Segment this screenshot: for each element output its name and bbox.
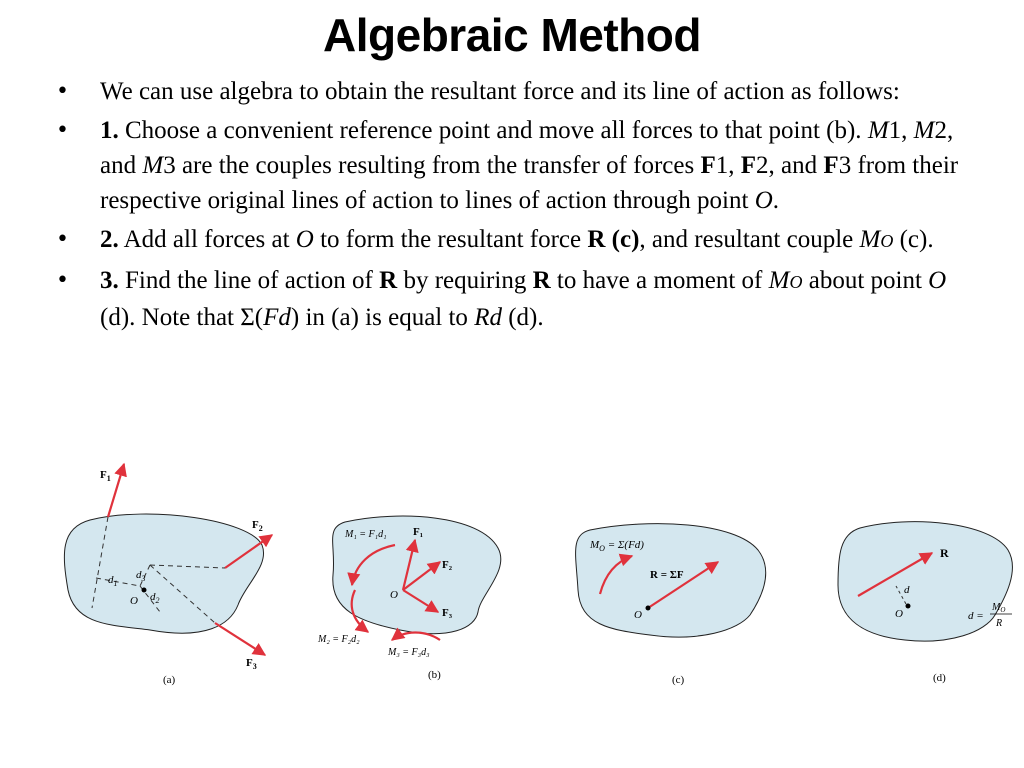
symbol: F <box>740 152 757 179</box>
caption-c: (c) <box>672 674 685 686</box>
step-text: to form the resultant force <box>313 226 588 253</box>
symbol: R <box>379 267 398 294</box>
step-text: 3 are the couples resulting from the transfer of forces <box>163 152 701 179</box>
eq-left-d: d = <box>968 610 984 622</box>
label-F2-b: F₂ <box>442 559 453 571</box>
symbol: F <box>823 152 839 179</box>
bullet-step-2 <box>56 222 976 259</box>
label-M1: M₁ = F₁d₁ <box>345 529 387 540</box>
force-arrow-F1 <box>108 464 124 517</box>
caption-a: (a) <box>163 674 176 686</box>
label-F1-b: F₁ <box>413 526 424 538</box>
bullet-dot: • <box>56 79 69 104</box>
symbol: M <box>859 226 881 253</box>
figure-c <box>576 524 766 686</box>
force-arrow-F3 <box>215 623 265 655</box>
caption-d: (d) <box>933 672 946 684</box>
step-text: Choose a convenient reference point and move all forces to that point (b). <box>118 117 868 144</box>
slide-title: Algebraic Method <box>323 9 701 61</box>
step-text: ) in (a) is equal to <box>290 304 475 331</box>
eq-den-d: R <box>996 618 1003 629</box>
label-F3-b: F₃ <box>442 607 453 619</box>
bullet-step-3 <box>56 263 976 335</box>
symbol: F <box>700 152 716 179</box>
label-O-c: O <box>634 609 642 621</box>
step-text: 2, and <box>756 152 824 179</box>
bullet-dot: • <box>56 268 69 293</box>
step-text: (d). Note that Σ( <box>100 304 264 331</box>
step-text: 1, <box>715 152 741 179</box>
step-text: 2, and <box>100 117 954 179</box>
step-number: 3. <box>100 267 119 294</box>
step-number: 2. <box>100 226 119 253</box>
symbol-subscript: O <box>789 272 803 292</box>
bullet-step-1 <box>56 113 976 218</box>
label-O-d: O <box>895 608 903 620</box>
force-diagrams <box>0 455 1024 695</box>
figure-a <box>64 464 272 686</box>
symbol: R (c) <box>587 226 640 253</box>
bullet-intro <box>56 74 976 109</box>
step-text: . <box>772 187 780 214</box>
label-M2: M₂ = F₂d₂ <box>318 634 360 645</box>
label-F2-a: $F_2$ <box>252 519 263 533</box>
label-d2: $d_2$ <box>150 591 160 605</box>
symbol: M <box>913 117 935 144</box>
label-M3: M₃ = F₃d₃ <box>388 647 430 658</box>
step-text: by requiring <box>397 267 533 294</box>
body-region-a <box>64 514 263 633</box>
label-F1-a: $F_1$ <box>100 469 111 483</box>
point-O-c <box>646 606 651 611</box>
step-text: , and resultant couple <box>639 226 860 253</box>
symbol: O <box>928 267 947 294</box>
symbol-subscript: O <box>880 231 894 251</box>
body-region-d <box>838 522 1012 641</box>
figure-d <box>838 522 1012 684</box>
step-text: about point <box>802 267 929 294</box>
bullet-dot: • <box>56 118 69 143</box>
symbol: Fd <box>263 304 291 331</box>
symbol: M <box>867 117 889 144</box>
symbol: O <box>754 187 773 214</box>
symbol: O <box>295 226 314 253</box>
step-text: 3 from their respective original lines of action to lines of action through point <box>100 152 959 214</box>
eq-num-d: $M_O$ <box>992 602 1006 614</box>
caption-b: (b) <box>428 669 441 681</box>
label-F3-a: $F_3$ <box>246 657 257 671</box>
step-text: Find the line of action of <box>118 267 380 294</box>
symbol: M <box>768 267 790 294</box>
step-text: 1, <box>888 117 914 144</box>
label-O-a: O <box>130 595 138 607</box>
label-d-d: d <box>904 584 910 596</box>
label-Mo-c: $M_O = \Sigma(Fd)$ <box>590 539 644 553</box>
step-text: (c). <box>893 226 934 253</box>
label-R-d: R <box>940 546 949 560</box>
step-text: Add all forces at <box>118 226 296 253</box>
step-text: to have a moment of <box>550 267 769 294</box>
bullet-list <box>56 74 976 339</box>
symbol: M <box>142 152 164 179</box>
bullet-dot: • <box>56 227 69 252</box>
figure-b <box>317 516 501 681</box>
point-O-d <box>906 604 911 609</box>
label-d1: $d_1$ <box>108 574 118 588</box>
symbol: R <box>532 267 551 294</box>
label-O-b: O <box>390 589 398 601</box>
bullet-intro-text: We can use algebra to obtain the resultant force and its line of action as follows: <box>100 78 900 105</box>
step-number: 1. <box>100 117 119 144</box>
point-O-a <box>142 588 147 593</box>
label-d3: $d_3$ <box>136 569 146 583</box>
step-text: (d). <box>501 304 544 331</box>
symbol: Rd <box>474 304 502 331</box>
label-R-c: R = ΣF <box>650 569 684 581</box>
